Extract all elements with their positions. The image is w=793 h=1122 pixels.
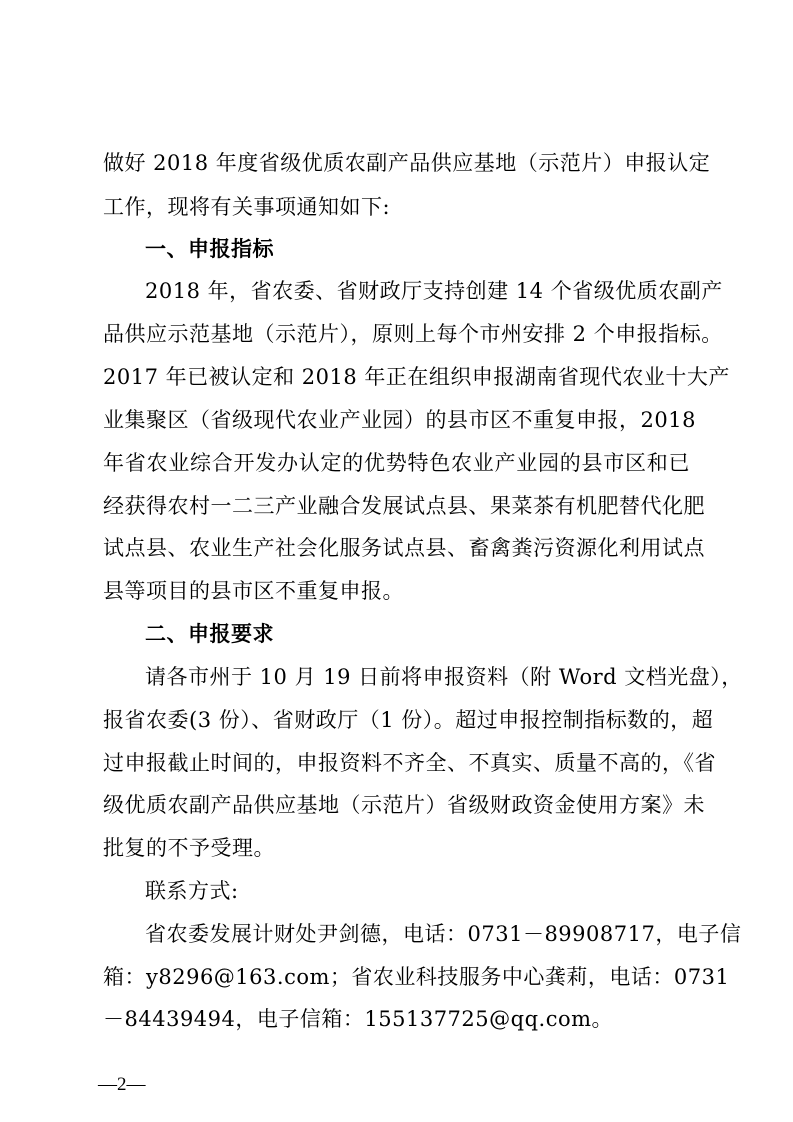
body-line: 2017 年已被认定和 2018 年正在组织申报湖南省现代农业十大产 bbox=[103, 365, 730, 389]
body-line: 批复的不予受理。 bbox=[103, 836, 275, 860]
body-line: 过申报截止时间的，申报资料不齐全、不真实、质量不高的，《省 bbox=[103, 751, 716, 775]
body-line: 县等项目的县市区不重复申报。 bbox=[103, 579, 404, 603]
body-line: 业集聚区（省级现代农业产业园）的县市区不重复申报，2018 bbox=[103, 408, 696, 432]
contact-line: 箱：y8296@163.com；省农业科技服务中心龚莉，电话：0731 bbox=[103, 965, 730, 989]
section-heading-requirements: 二、申报要求 bbox=[145, 622, 274, 646]
body-line: 2018 年，省农委、省财政厅支持创建 14 个省级优质农副产 bbox=[145, 279, 723, 303]
contact-line: －84439494，电子信箱：155137725@qq.com。 bbox=[103, 1007, 614, 1031]
body-line: 级优质农副产品供应基地（示范片）省级财政资金使用方案》未 bbox=[103, 793, 705, 817]
body-line: 品供应示范基地（示范片），原则上每个市州安排 2 个申报指标。 bbox=[103, 322, 723, 346]
page-number: —2— bbox=[98, 1074, 146, 1095]
body-line: 工作，现将有关事项通知如下: bbox=[103, 195, 391, 219]
contact-label: 联系方式: bbox=[145, 879, 239, 903]
contact-line: 省农委发展计财处尹剑德，电话：0731－89908717，电子信 bbox=[145, 922, 742, 946]
body-line: 做好 2018 年度省级优质农副产品供应基地（示范片）申报认定 bbox=[103, 151, 711, 175]
body-line: 报省农委(3 份）、省财政厅（1 份）。超过申报控制指标数的，超 bbox=[103, 708, 714, 732]
section-heading-indicators: 一、申报指标 bbox=[145, 237, 274, 261]
body-line: 年省农业综合开发办认定的优势特色农业产业园的县市区和已 bbox=[103, 451, 690, 475]
body-line: 试点县、农业生产社会化服务试点县、畜禽粪污资源化利用试点 bbox=[103, 536, 705, 560]
body-line: 经获得农村一二三产业融合发展试点县、果菜茶有机肥替代化肥 bbox=[103, 494, 705, 518]
body-line: 请各市州于 10 月 19 日前将申报资料（附 Word 文档光盘）， bbox=[145, 665, 743, 689]
